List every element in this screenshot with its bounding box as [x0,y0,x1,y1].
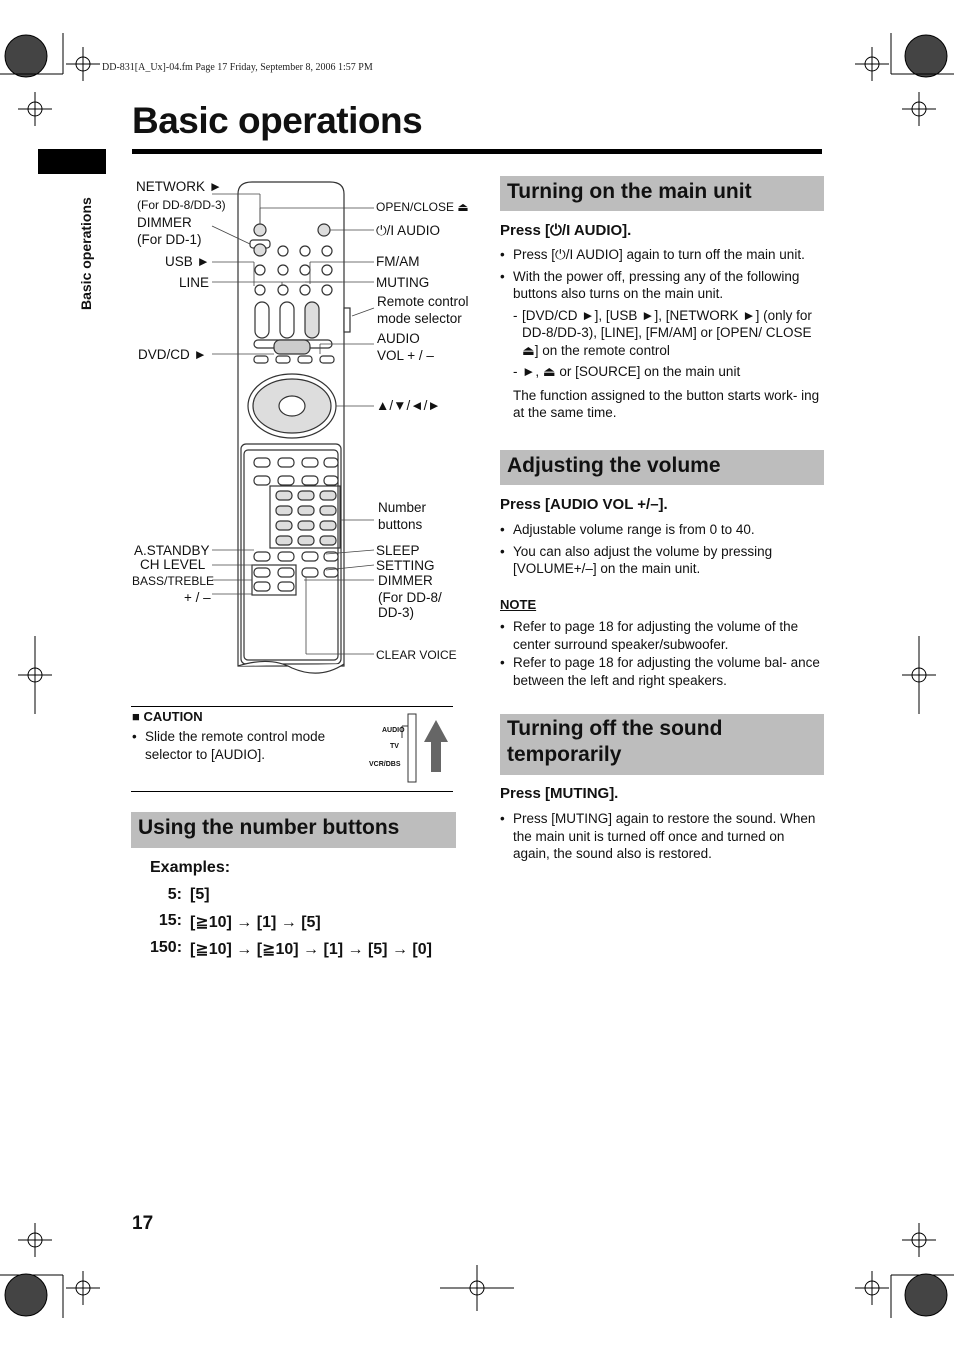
muting-bullet-1: • Press [MUTING] again to restore the sound. When the main unit is turned off once and turned on again, the sound also is restored. [500,810,822,863]
volume-body [500,521,822,582]
label-dimmer-right-2: (For DD-8/ [378,590,442,605]
example-1-seq: [5] [190,886,210,903]
muting-body [500,810,822,867]
label-audio-vol-1: AUDIO [377,331,420,346]
side-label: Basic operations [78,197,94,310]
label-network-note: (For DD-8/DD-3) [137,198,226,212]
label-line: LINE [179,275,210,290]
turning-on-sub-2: - ►, ⏏ or [SOURCE] on the main unit [513,363,822,381]
example-2-num: 15: [158,912,182,929]
turning-on-bullet-2: • With the power off, pressing any of the following buttons also turns on the main unit. [500,268,822,303]
press-power-audio: Press [⏻/I AUDIO]. [500,222,632,239]
press-audio-vol: Press [AUDIO VOL +/–]. [500,496,668,513]
label-power-audio: ⏻/I AUDIO [376,223,440,238]
file-info: DD-831[A_Ux]-04.fm Page 17 Friday, September 8, 2006 1:57 PM [102,62,373,73]
turning-on-body [500,246,822,422]
label-usb: USB ► [165,254,210,269]
label-dimmer-left-note: (For DD-1) [137,232,202,247]
label-dimmer-right-3: DD-3) [378,605,414,620]
label-muting: MUTING [376,275,430,290]
heading-volume: Adjusting the volume [500,450,824,485]
note-label: NOTE [500,597,537,612]
example-2-seq: [≧10] → [1] → [5] [190,914,321,931]
switch-tv: TV [390,743,399,750]
label-network: NETWORK ► [136,179,223,194]
caution-title: ■ CAUTION [132,709,203,724]
label-basstreble: BASS/TREBLE [132,574,215,588]
caution-text: • Slide the remote control mode selector to [AUDIO]. [132,728,370,763]
heading-turning-on: Turning on the main unit [500,176,824,211]
label-number-1: Number [378,500,427,515]
label-remote-mode-2: mode selector [377,311,462,326]
turning-on-bullet-1: • Press [⏻/I AUDIO] again to turn off the main unit. [500,246,822,264]
page-title: Basic operations [132,100,423,141]
note-bullet-1: • Refer to page 18 for adjusting the volume of the center surround speaker/subwoofer. [500,618,822,653]
label-remote-mode-1: Remote control [377,294,469,309]
press-muting: Press [MUTING]. [500,785,619,802]
label-fmam: FM/AM [376,254,420,269]
turning-on-sub-1: - [DVD/CD ►], [USB ►], [NETWORK ►] (only for DD-8/DD-3), [LINE], [FM/AM] or [OPEN/ CLOSE ⏏] on the remote control [513,307,822,360]
label-openclose: OPEN/CLOSE ⏏ [376,200,469,214]
label-clear-voice: CLEAR VOICE [376,648,457,662]
title-rule [132,149,822,154]
volume-bullet-2: • You can also adjust the volume by pressing [VOLUME+/–] on the main unit. [500,543,822,578]
note-bullet-2: • Refer to page 18 for adjusting the volume bal- ance between the left and right speakers. [500,654,822,689]
label-dimmer-right: DIMMER [378,573,433,588]
side-tab [38,149,106,174]
example-3-num: 150: [150,939,183,956]
example-1-num: 5: [167,886,182,903]
label-dvdcd: DVD/CD ► [138,347,207,362]
page-number: 17 [132,1213,154,1234]
mode-switch-diagram [366,712,452,784]
label-chlevel: CH LEVEL [140,557,206,572]
switch-vcr: VCR/DBS [369,761,401,768]
label-setting: SETTING [376,558,435,573]
volume-bullet-1: • Adjustable volume range is from 0 to 40. [500,521,822,539]
note-body [500,618,822,693]
label-plusminus: + / – [184,590,211,605]
examples-label: Examples: [150,859,231,876]
label-arrows: ▲/▼/◄/► [376,398,441,413]
heading-muting: Turning off the sound temporarily [500,714,824,775]
turning-on-function-text: The function assigned to the button starts work- ing at the same time. [513,387,820,420]
label-astandby: A.STANDBY [134,543,210,558]
example-3-seq: [≧10] → [≧10] → [1] → [5] → [0] [190,941,432,958]
switch-audio: AUDIO [382,727,405,734]
label-number-2: buttons [378,517,423,532]
label-sleep: SLEEP [376,543,420,558]
label-dimmer-left: DIMMER [137,215,192,230]
label-audio-vol-2: VOL + / – [377,348,434,363]
heading-number-buttons: Using the number buttons [131,812,456,848]
